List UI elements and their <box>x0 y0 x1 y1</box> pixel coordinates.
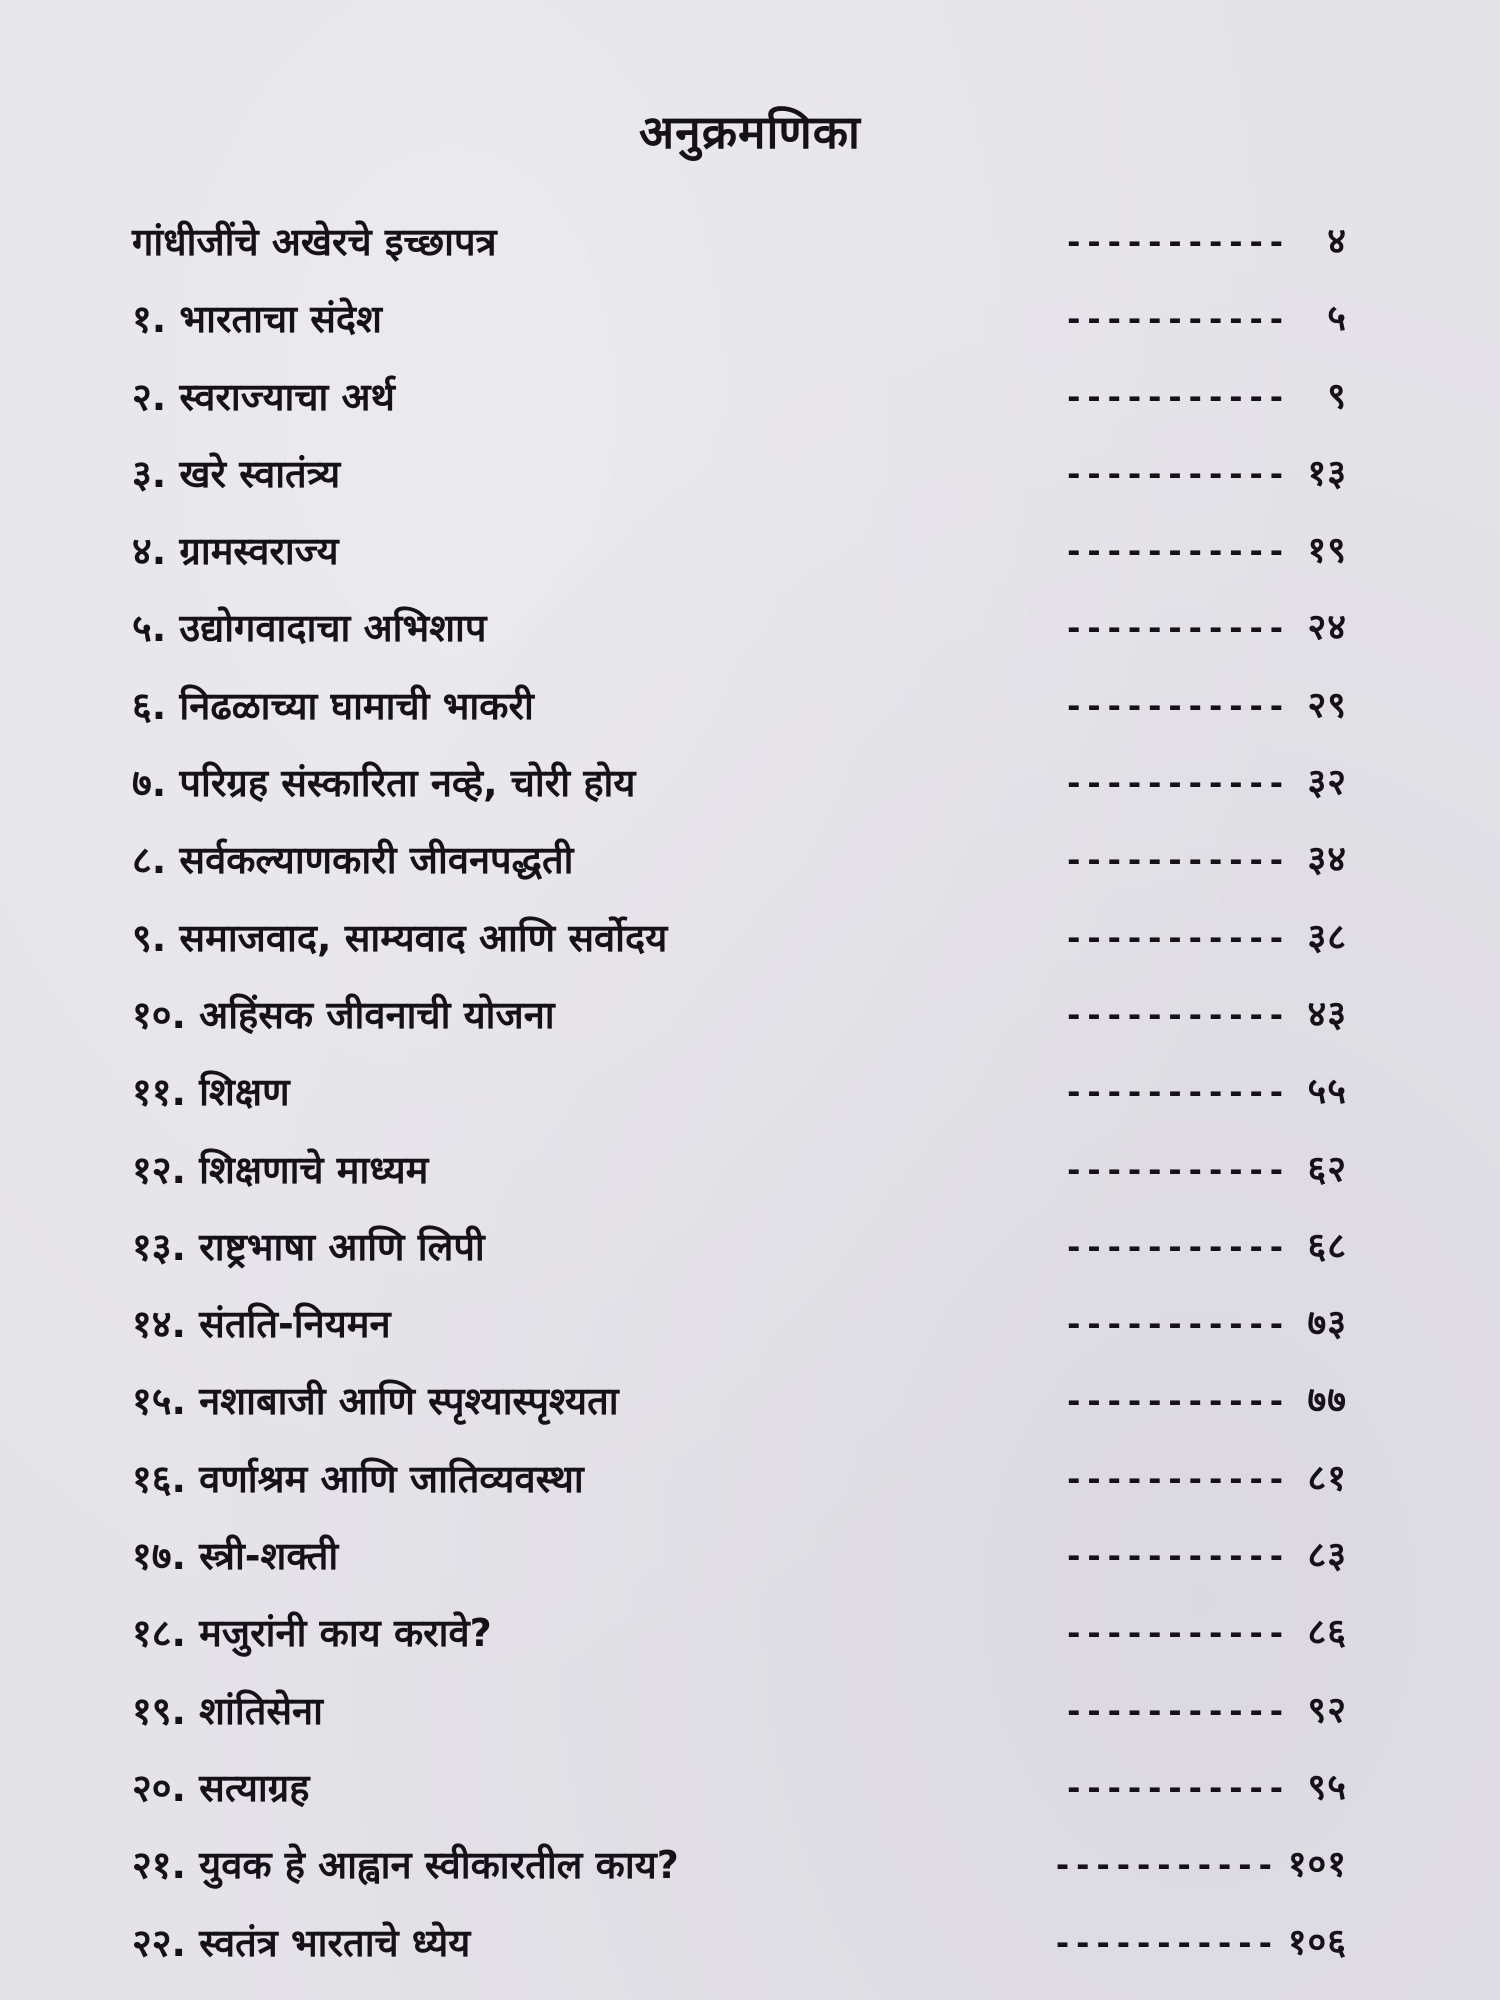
toc-entry-page-number: १३ <box>1307 452 1347 494</box>
toc-entry-page-number: ६८ <box>1307 1225 1347 1267</box>
toc-entry-title: २०. सत्याग्रह <box>132 1765 310 1810</box>
toc-entry-leader <box>1064 988 1347 1042</box>
toc-entry <box>132 1529 1347 1606</box>
toc-entry <box>132 292 1347 369</box>
toc-entry-page-number: ४ <box>1327 221 1347 262</box>
toc-entry-title: २२. स्वतंत्र भारताचे ध्येय <box>132 1920 471 1965</box>
toc-entry-title: ८. सर्वकल्याणकारी जीवनपद्धती <box>132 838 574 883</box>
toc-entry-page-number: ३४ <box>1307 839 1347 881</box>
toc-entry-title: ६. निढळाच्या घामाची भाकरी <box>132 683 534 728</box>
toc-entry-page-number: २९ <box>1307 684 1347 726</box>
page-title: अनुक्रमणिका <box>639 105 861 159</box>
toc-entry <box>132 833 1347 910</box>
toc-entry-leader <box>1064 1761 1347 1815</box>
toc-entry-title: ९. समाजवाद, साम्यवाद आणि सर्वोदय <box>132 915 668 960</box>
toc-entry <box>132 1684 1347 1761</box>
toc-entry <box>132 1916 1347 1993</box>
dot-leader: ----------- <box>1064 532 1287 571</box>
dot-leader: ----------- <box>1064 1227 1287 1266</box>
toc-entry-leader <box>1064 679 1347 733</box>
toc-entry-page-number: २४ <box>1307 607 1347 649</box>
toc-entry-leader <box>1064 756 1347 810</box>
toc-entry-title: ७. परिग्रह संस्कारिता नव्हे, चोरी होय <box>132 761 636 806</box>
toc-entry-page-number: ६२ <box>1307 1148 1347 1190</box>
toc-entry-leader <box>1053 1838 1347 1892</box>
toc-entry-leader <box>1064 1684 1347 1738</box>
toc-entry-title: १७. स्त्री-शक्ती <box>132 1534 339 1579</box>
toc-entry <box>132 988 1347 1065</box>
toc-entry <box>132 679 1347 756</box>
toc-entry-title: २१. युवक हे आह्वान स्वीकारतील काय? <box>132 1843 679 1888</box>
toc-entry-page-number: ९२ <box>1307 1689 1347 1731</box>
toc-entry <box>132 215 1347 292</box>
toc-entry-leader <box>1064 833 1347 887</box>
toc-entry-title: १२. शिक्षणाचे माध्यम <box>132 1147 429 1192</box>
toc-entry <box>132 1606 1347 1683</box>
dot-leader: ----------- <box>1064 1150 1287 1189</box>
toc-entry-leader <box>1064 1606 1347 1660</box>
dot-leader: ----------- <box>1064 764 1287 803</box>
toc-entry-page-number: ३२ <box>1307 762 1347 804</box>
toc-entry <box>132 447 1347 524</box>
toc-entry-page-number: ५ <box>1327 298 1347 340</box>
toc-entry <box>132 1374 1347 1451</box>
dot-leader: ----------- <box>1064 1614 1287 1653</box>
toc-entry-page-number: १०६ <box>1287 1921 1347 1963</box>
dot-leader: ----------- <box>1052 1846 1276 1885</box>
toc-entry-leader <box>1064 1065 1347 1119</box>
toc-entry-leader <box>1064 215 1347 269</box>
toc-entry-page-number: १९ <box>1307 530 1347 572</box>
toc-entry-title: ४. ग्रामस्वराज्य <box>132 529 339 574</box>
dot-leader: ----------- <box>1064 1073 1287 1112</box>
toc-entry-page-number: ८३ <box>1307 1535 1347 1577</box>
toc-entry-title: १३. राष्ट्रभाषा आणि लिपी <box>132 1224 485 1269</box>
toc-entry <box>132 1065 1347 1142</box>
toc-entry-page-number: ९ <box>1327 375 1347 417</box>
toc-entry <box>132 1761 1347 1838</box>
toc-entry-leader <box>1064 447 1347 501</box>
toc-entry-title: १९. शांतिसेना <box>132 1688 323 1733</box>
toc-entry-title: ३. खरे स्वातंत्र्य <box>132 451 341 496</box>
toc-entry <box>132 1220 1347 1297</box>
toc-entry <box>132 1143 1347 1220</box>
toc-entry-page-number: ४३ <box>1307 993 1347 1035</box>
toc-entry-page-number: ९५ <box>1307 1766 1347 1808</box>
dot-leader: ----------- <box>1064 1382 1287 1421</box>
dot-leader: ----------- <box>1064 377 1287 416</box>
toc-entry-page-number: ७३ <box>1307 1303 1347 1345</box>
toc-entry-title: २. स्वराज्याचा अर्थ <box>132 374 395 419</box>
dot-leader: ----------- <box>1064 609 1287 648</box>
toc-entry-title: १०. अहिंसक जीवनाची योजना <box>132 992 555 1037</box>
toc-entry-leader <box>1053 1916 1347 1970</box>
toc-entry-title: गांधीजींचे अखेरचे इच्छापत्र <box>132 220 497 264</box>
toc-entry <box>132 1452 1347 1529</box>
toc-entry-page-number: ८१ <box>1307 1457 1347 1499</box>
toc-entry <box>132 756 1347 833</box>
toc-entry-title: १६. वर्णाश्रम आणि जातिव्यवस्था <box>132 1456 584 1501</box>
dot-leader: ----------- <box>1064 454 1287 493</box>
toc-entry-leader <box>1064 524 1347 578</box>
toc-entry-leader <box>1064 292 1347 346</box>
toc-entry-leader <box>1064 1452 1347 1506</box>
toc-entry-page-number: ३८ <box>1307 916 1347 958</box>
toc-entry-title: ५. उद्योगवादाचा अभिशाप <box>132 606 487 651</box>
toc-entry-page-number: ८६ <box>1307 1612 1347 1654</box>
dot-leader: ----------- <box>1064 686 1287 725</box>
dot-leader: ----------- <box>1064 1459 1287 1498</box>
toc-entry-page-number: ७७ <box>1307 1380 1347 1422</box>
dot-leader: ----------- <box>1064 841 1287 880</box>
toc-entry-title: १४. संतति-नियमन <box>132 1302 391 1347</box>
dot-leader: ----------- <box>1064 1537 1287 1576</box>
toc-entry <box>132 911 1347 988</box>
dot-leader: ----------- <box>1064 223 1287 261</box>
toc-entry <box>132 1297 1347 1374</box>
toc-entry-leader <box>1064 1374 1347 1428</box>
toc-entry <box>132 524 1347 601</box>
toc-entry-title: १५. नशाबाजी आणि स्पृश्यास्पृश्यता <box>132 1379 619 1424</box>
toc-entry-leader <box>1064 1143 1347 1197</box>
table-of-contents <box>132 215 1347 1993</box>
dot-leader: ----------- <box>1064 300 1287 339</box>
dot-leader: ----------- <box>1064 1305 1287 1344</box>
dot-leader: ----------- <box>1064 1691 1287 1730</box>
toc-entry-title: १८. मजुरांनी काय करावे? <box>132 1611 492 1656</box>
dot-leader: ----------- <box>1052 1923 1276 1962</box>
toc-entry-leader <box>1064 911 1347 965</box>
toc-entry-page-number: ५५ <box>1307 1071 1347 1113</box>
toc-entry-title: ११. शिक्षण <box>132 1070 290 1115</box>
toc-entry-leader <box>1064 1220 1347 1274</box>
dot-leader: ----------- <box>1064 995 1287 1034</box>
toc-entry-leader <box>1064 1297 1347 1351</box>
toc-entry-leader <box>1064 601 1347 655</box>
toc-entry <box>132 370 1347 447</box>
toc-entry-page-number: १०१ <box>1287 1844 1347 1886</box>
dot-leader: ----------- <box>1064 918 1287 957</box>
dot-leader: ----------- <box>1064 1768 1287 1807</box>
toc-entry <box>132 1838 1347 1915</box>
toc-entry-title: १. भारताचा संदेश <box>132 297 382 342</box>
toc-entry-leader <box>1064 1529 1347 1583</box>
toc-entry-leader <box>1064 370 1347 424</box>
toc-entry <box>132 601 1347 678</box>
